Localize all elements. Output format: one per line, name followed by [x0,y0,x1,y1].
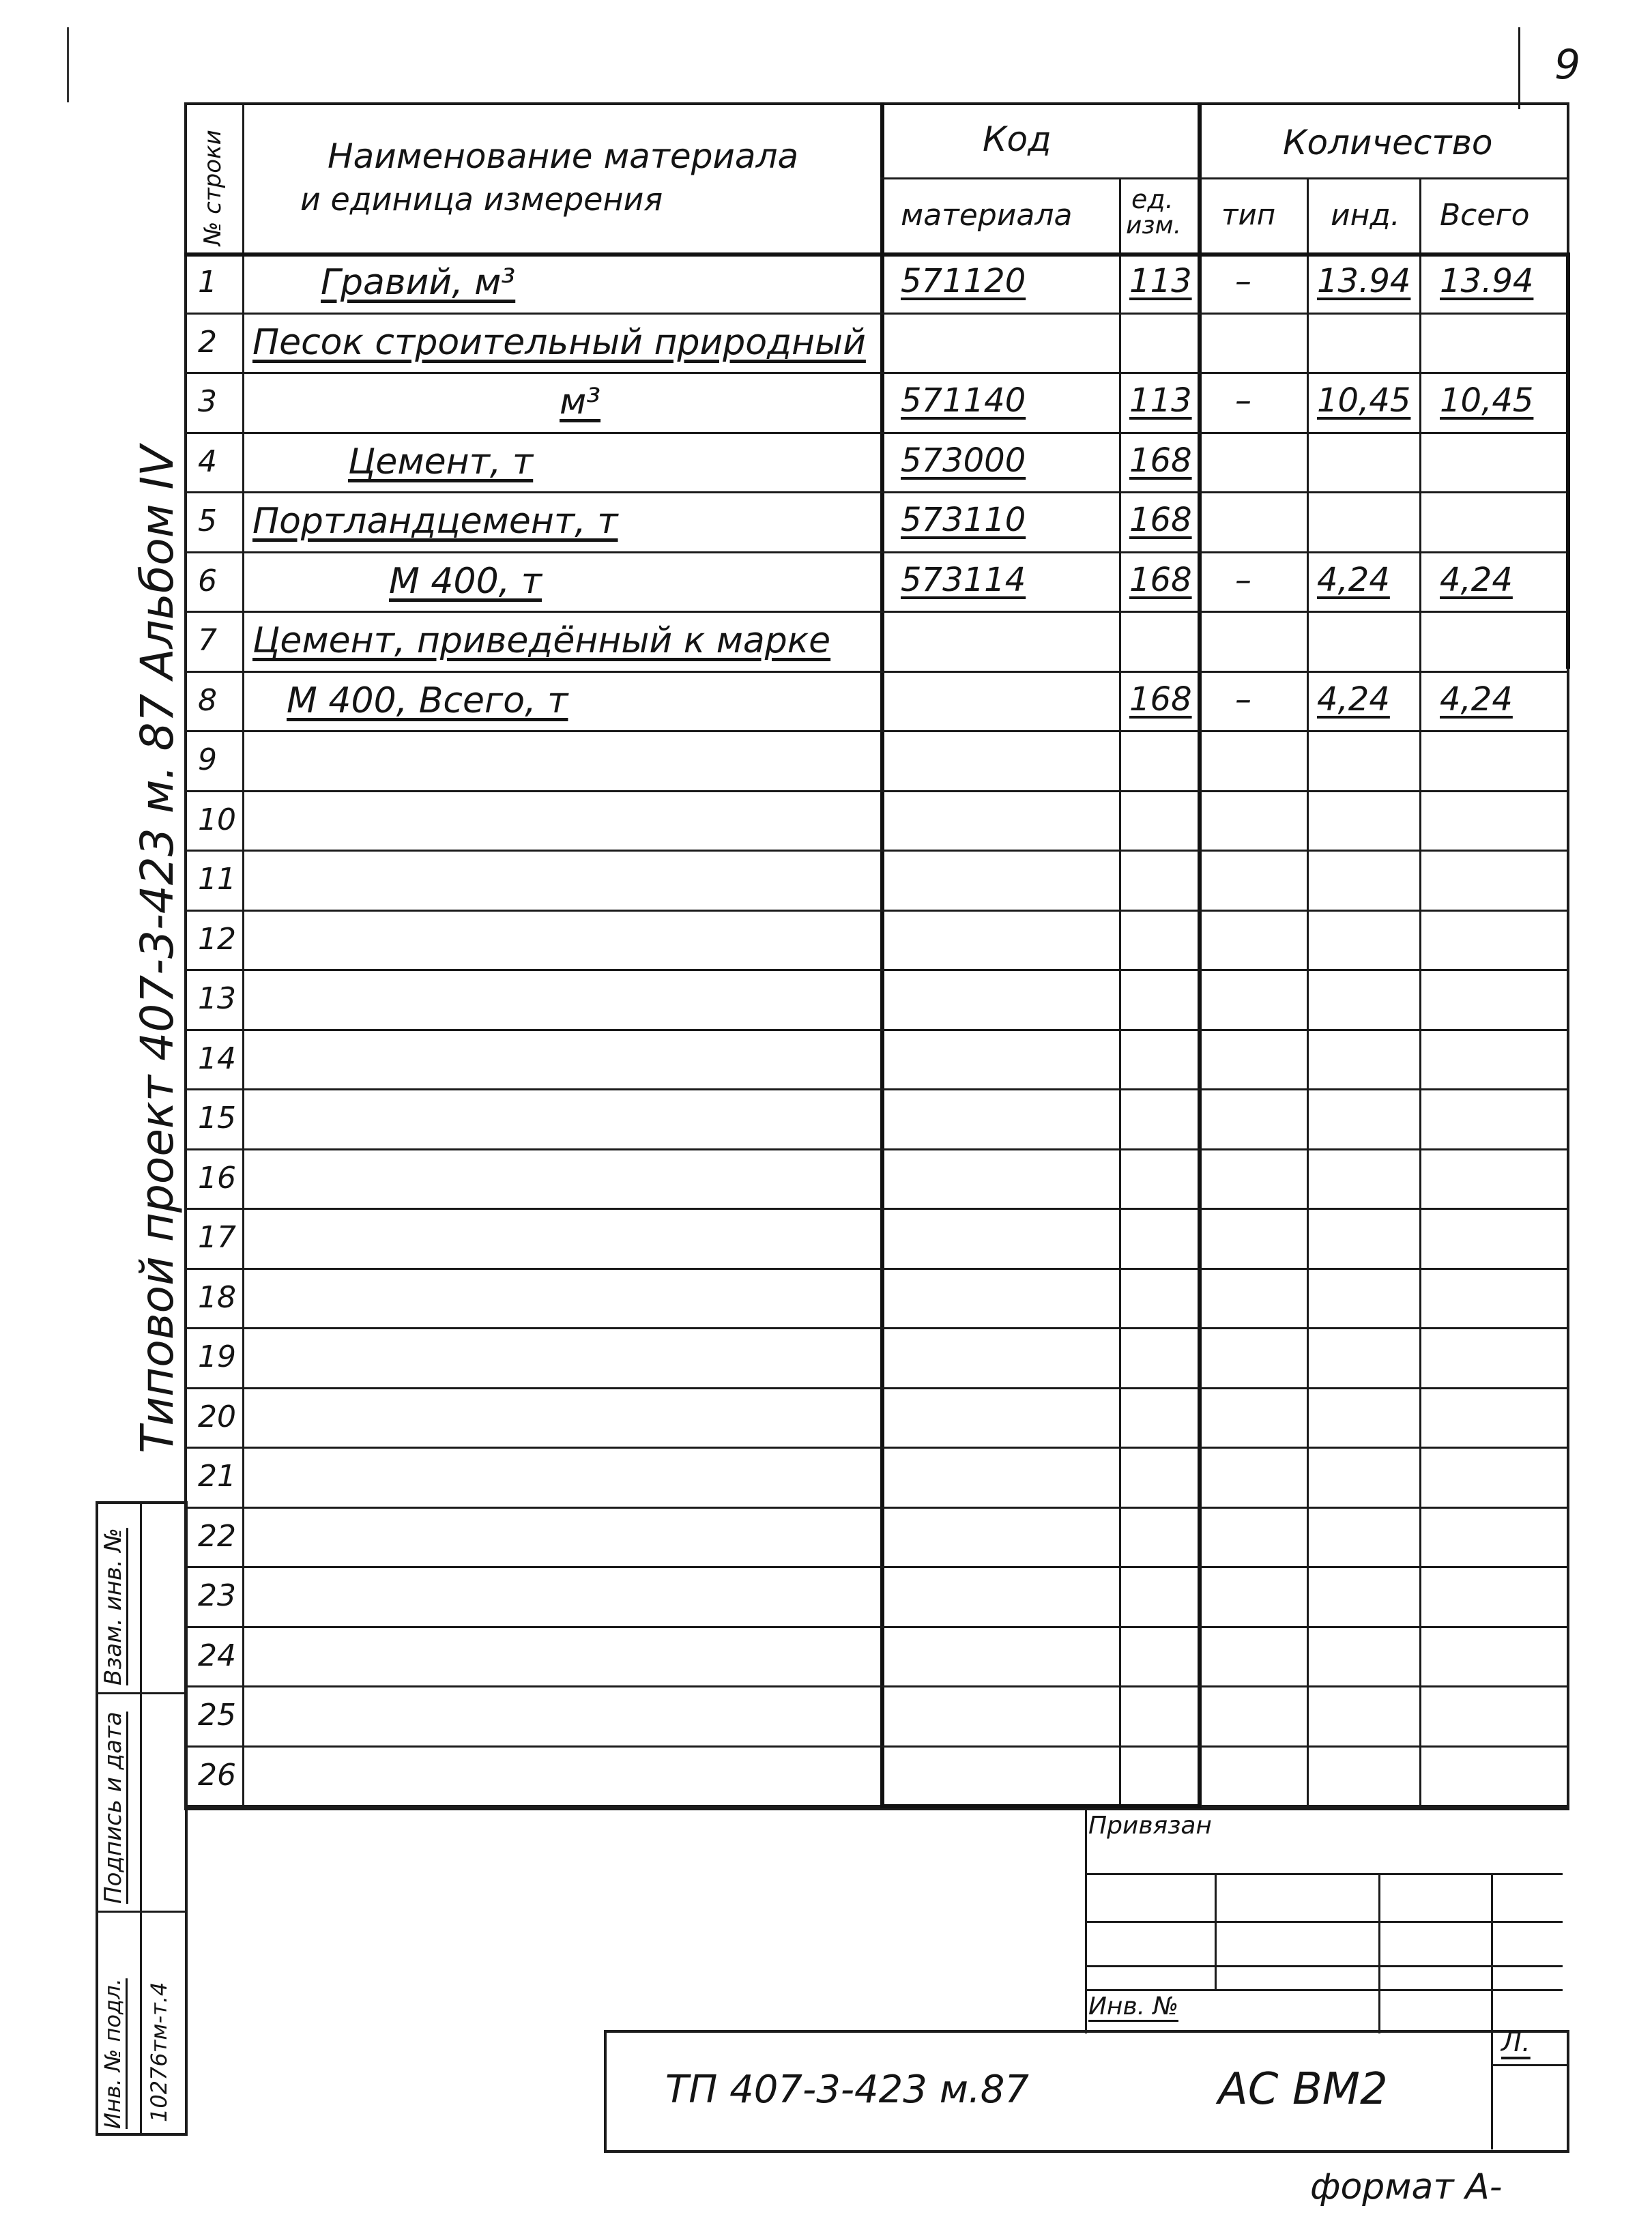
row-typ-cell: – [1235,680,1251,719]
row-divider [184,910,1569,912]
row-unit-cell: 168 [1129,680,1192,719]
stamp-inv-no: Инв. № [1088,1993,1179,2020]
row-divider [184,790,1569,792]
row-number: 25 [198,1698,236,1733]
row-number: 9 [198,742,217,777]
row-divider [184,1387,1569,1389]
rownum-column-divider [242,102,244,1808]
row-divider [184,1148,1569,1150]
row-typ-cell: – [1235,262,1251,300]
row-divider [184,1805,1569,1807]
row-number: 11 [198,862,236,897]
row-divider [184,1626,1569,1628]
row-code-cell: 573114 [901,561,1026,599]
margin-mark [67,27,69,102]
unit-column-divider [1119,177,1121,1808]
stamp-code: АС ВМ2 [1218,2064,1388,2115]
row-unit-cell: 168 [1129,441,1192,480]
row-name-cell: Портландцемент, т [252,501,618,542]
row-name-cell: Песок строительный природный [252,322,866,363]
row-total-cell: 13.94 [1440,262,1534,300]
row-typ-cell: – [1235,381,1251,420]
row-divider [184,1029,1569,1031]
header-total: Всего [1440,198,1530,233]
row-unit-cell: 113 [1129,381,1192,420]
header-code: Код [983,119,1052,159]
side-stamp-divider [140,1501,142,2136]
row-number: 22 [198,1519,236,1554]
row-number: 14 [198,1041,236,1076]
row-unit-cell: 113 [1129,262,1192,300]
row-number: 5 [198,504,217,538]
row-number: 12 [198,922,236,957]
stamp-sheet: Л. [1501,2027,1531,2058]
row-ind-cell: 13.94 [1317,262,1411,300]
page-number-divider [1518,27,1520,109]
row-ind-cell: 4,24 [1317,680,1390,719]
row-code-cell: 573000 [901,441,1026,480]
row-name-cell: Цемент, т [348,441,534,482]
filled-rows-right-border [1566,252,1570,669]
row-divider [184,1745,1569,1748]
row-number: 7 [198,623,217,658]
row-total-cell: 10,45 [1440,381,1534,420]
row-divider [184,491,1569,493]
row-name-cell: Цемент, приведённый к марке [252,620,831,661]
side-stamp-inv-podl: Инв. № подл. [100,1978,126,2129]
code-column-divider [880,102,884,1808]
row-divider [184,1088,1569,1090]
row-unit-cell: 168 [1129,561,1192,599]
row-divider [184,1507,1569,1509]
row-number: 17 [198,1220,236,1255]
side-stamp-podpis: Подпись и дата [100,1711,127,1904]
row-divider [184,372,1569,374]
row-number: 10 [198,802,236,837]
row-divider [184,1685,1569,1687]
row-divider [184,551,1569,553]
stamp-grid-vline-1 [1215,1873,1217,1989]
row-number: 6 [198,564,217,598]
ind-column-divider [1419,177,1421,1808]
row-number: 13 [198,981,236,1016]
header-material: материала [901,198,1073,233]
row-number: 24 [198,1638,236,1673]
header-typ: тип [1221,198,1276,231]
row-name-cell: М 400, т [389,561,542,602]
row-code-cell: 573110 [901,501,1026,539]
side-stamp-line-2 [96,1911,188,1913]
row-number: 21 [198,1459,236,1494]
header-name-line1: Наименование материала [328,136,799,176]
quantity-column-divider [1198,102,1202,1808]
row-divider [184,313,1569,315]
title-block-top [184,1808,1569,1810]
header-subdivider [880,177,1569,179]
sheet-cell-line [1491,2064,1569,2066]
row-ind-cell: 10,45 [1317,381,1411,420]
row-number: 19 [198,1339,236,1374]
row-divider [184,1566,1569,1568]
row-total-cell: 4,24 [1440,561,1513,599]
typ-column-divider [1307,177,1309,1808]
stamp-designation: ТП 407-3-423 м.87 [665,2068,1030,2112]
row-number: 16 [198,1161,236,1196]
row-code-cell: 571140 [901,381,1026,420]
row-divider [184,611,1569,613]
row-divider [184,671,1569,673]
row-number: 26 [198,1758,236,1793]
row-number: 15 [198,1101,236,1135]
row-number: 18 [198,1280,236,1315]
row-number: 2 [198,325,217,360]
row-divider [184,1268,1569,1270]
row-divider [184,969,1569,971]
row-number: 1 [198,265,217,300]
row-typ-cell: – [1235,561,1251,599]
side-stamp-vzam: Взам. инв. № [100,1528,127,1685]
row-name-cell: Гравий, м³ [321,262,516,303]
header-bottom-line [184,252,1569,257]
header-unit-line2: изм. [1126,212,1182,240]
row-code-cell: 571120 [901,262,1026,300]
header-row-number: № строки [199,130,227,246]
row-number: 4 [198,444,217,479]
header-ind: инд. [1331,198,1400,233]
row-name-cell: М 400, Всего, т [287,680,568,721]
header-name-line2: и единица измерения [300,181,663,218]
row-number: 20 [198,1400,236,1434]
row-divider [184,1208,1569,1210]
row-total-cell: 4,24 [1440,680,1513,719]
row-divider [184,1327,1569,1329]
stamp-privyazan: Привязан [1088,1812,1212,1840]
header-quantity: Количество [1283,123,1493,162]
row-divider [184,730,1569,732]
row-number: 23 [198,1578,236,1613]
row-unit-cell: 168 [1129,501,1192,539]
row-number: 8 [198,683,217,718]
page-number: 9 [1554,41,1581,89]
row-number: 3 [198,384,217,419]
row-divider [184,1447,1569,1449]
header-unit-line1: ед. [1131,184,1174,214]
side-stamp-inv-value: 10276тм-т.4 [146,1982,172,2122]
row-divider [184,432,1569,434]
stamp-format: формат А- [1310,2167,1503,2207]
side-project-title: Типовой проект 407-3-423 м. 87 Альбом IV [131,445,184,1453]
side-stamp-line-1 [96,1692,188,1694]
stamp-grid-vline-2 [1378,1873,1380,2033]
row-ind-cell: 4,24 [1317,561,1390,599]
row-divider [184,850,1569,852]
row-name-cell: м³ [560,381,601,422]
